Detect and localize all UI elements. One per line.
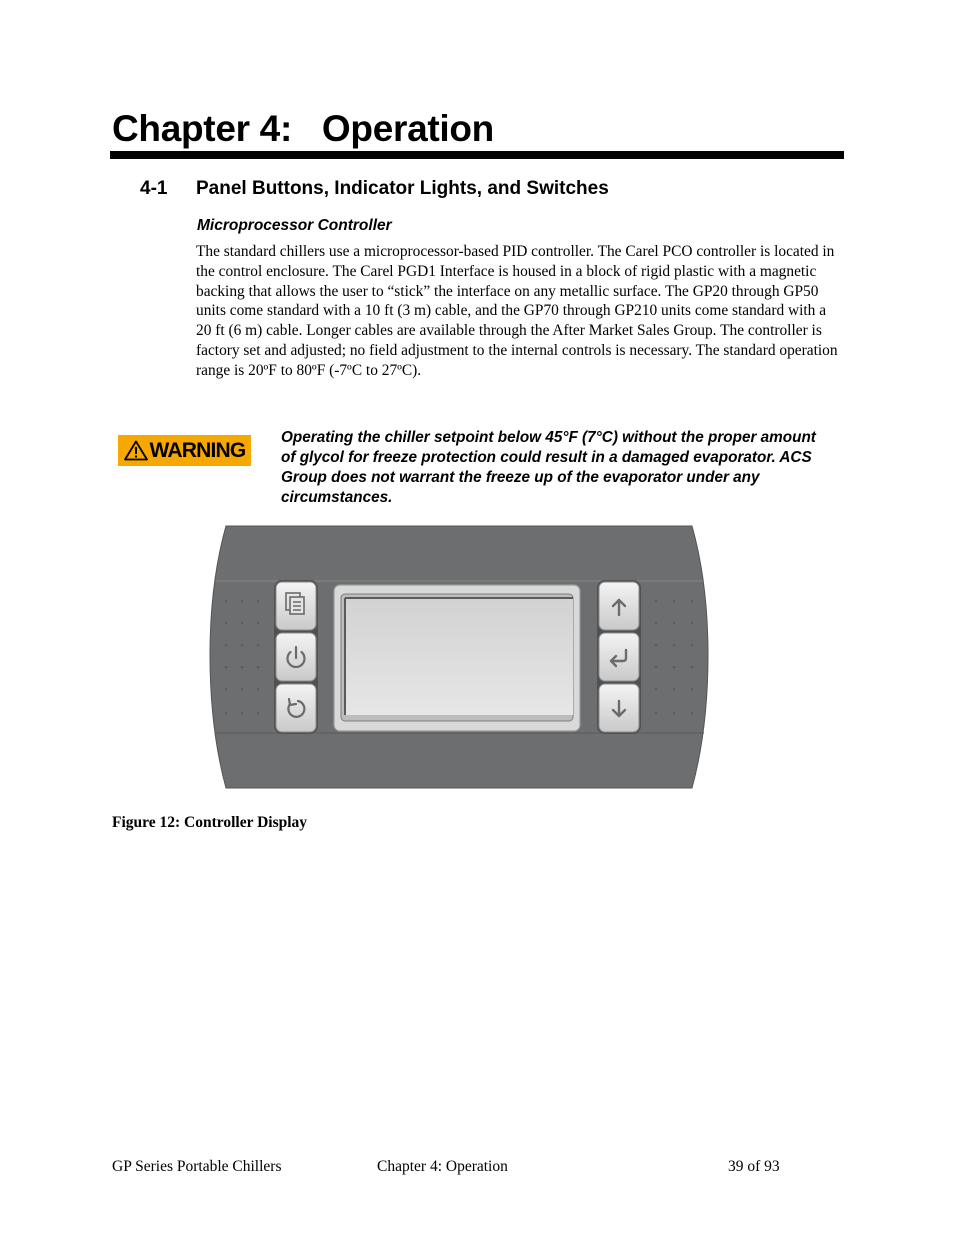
- warning-badge: [118, 435, 251, 466]
- escape-button[interactable]: [276, 684, 316, 732]
- chapter-rule: [110, 151, 844, 159]
- power-button[interactable]: [276, 633, 316, 681]
- footer-document-title: GP Series Portable Chillers: [112, 1158, 282, 1175]
- footer-page-number: 39 of 93: [728, 1158, 780, 1175]
- arrow-up-button[interactable]: [599, 582, 639, 630]
- enter-button[interactable]: [599, 633, 639, 681]
- figure-caption: Figure 12: Controller Display: [112, 814, 308, 831]
- section-number: 4-1: [140, 178, 168, 199]
- warning-label: WARNING: [149, 438, 246, 462]
- subsection-heading: Microprocessor Controller: [197, 217, 392, 234]
- footer-chapter: Chapter 4: Operation: [377, 1158, 508, 1175]
- warning-text: Operating the chiller setpoint below 45°F (7°C) without the proper amount of glycol for freeze protection could result in a damaged evaporator. ACS Group does not warrant the freeze up of the evaporator under any circumstances.: [281, 429, 816, 506]
- body-paragraph: The standard chillers use a microprocessor-based PID controller. The Carel PCO controller is located in the control enclosure. The Carel PGD1 Interface is housed in a block of rigid plastic with a magnetic backing that allows the user to “stick” the interface on any metallic surface. The GP20 through GP50 units come standard with a 10 ft (3 m) cable, and the GP70 through GP210 units come standard with a 20 ft (6 m) cable. Longer cables are available through the After Market Sales Group. The controller is factory set and adjusted; no field adjustment to the internal controls is necessary. The standard operation range is 20ºF to 80ºF (-7ºC to 27ºC).: [196, 243, 838, 379]
- section-heading: [140, 176, 609, 202]
- section-title: Panel Buttons, Indicator Lights, and Switches: [196, 178, 609, 199]
- controller-display-figure: [208, 523, 712, 791]
- lcd-screen: [334, 585, 580, 731]
- program-button[interactable]: [276, 582, 316, 630]
- arrow-down-button[interactable]: [599, 684, 639, 732]
- chapter-title: Chapter 4: Operation: [112, 108, 494, 149]
- warning-triangle-icon: [124, 440, 148, 461]
